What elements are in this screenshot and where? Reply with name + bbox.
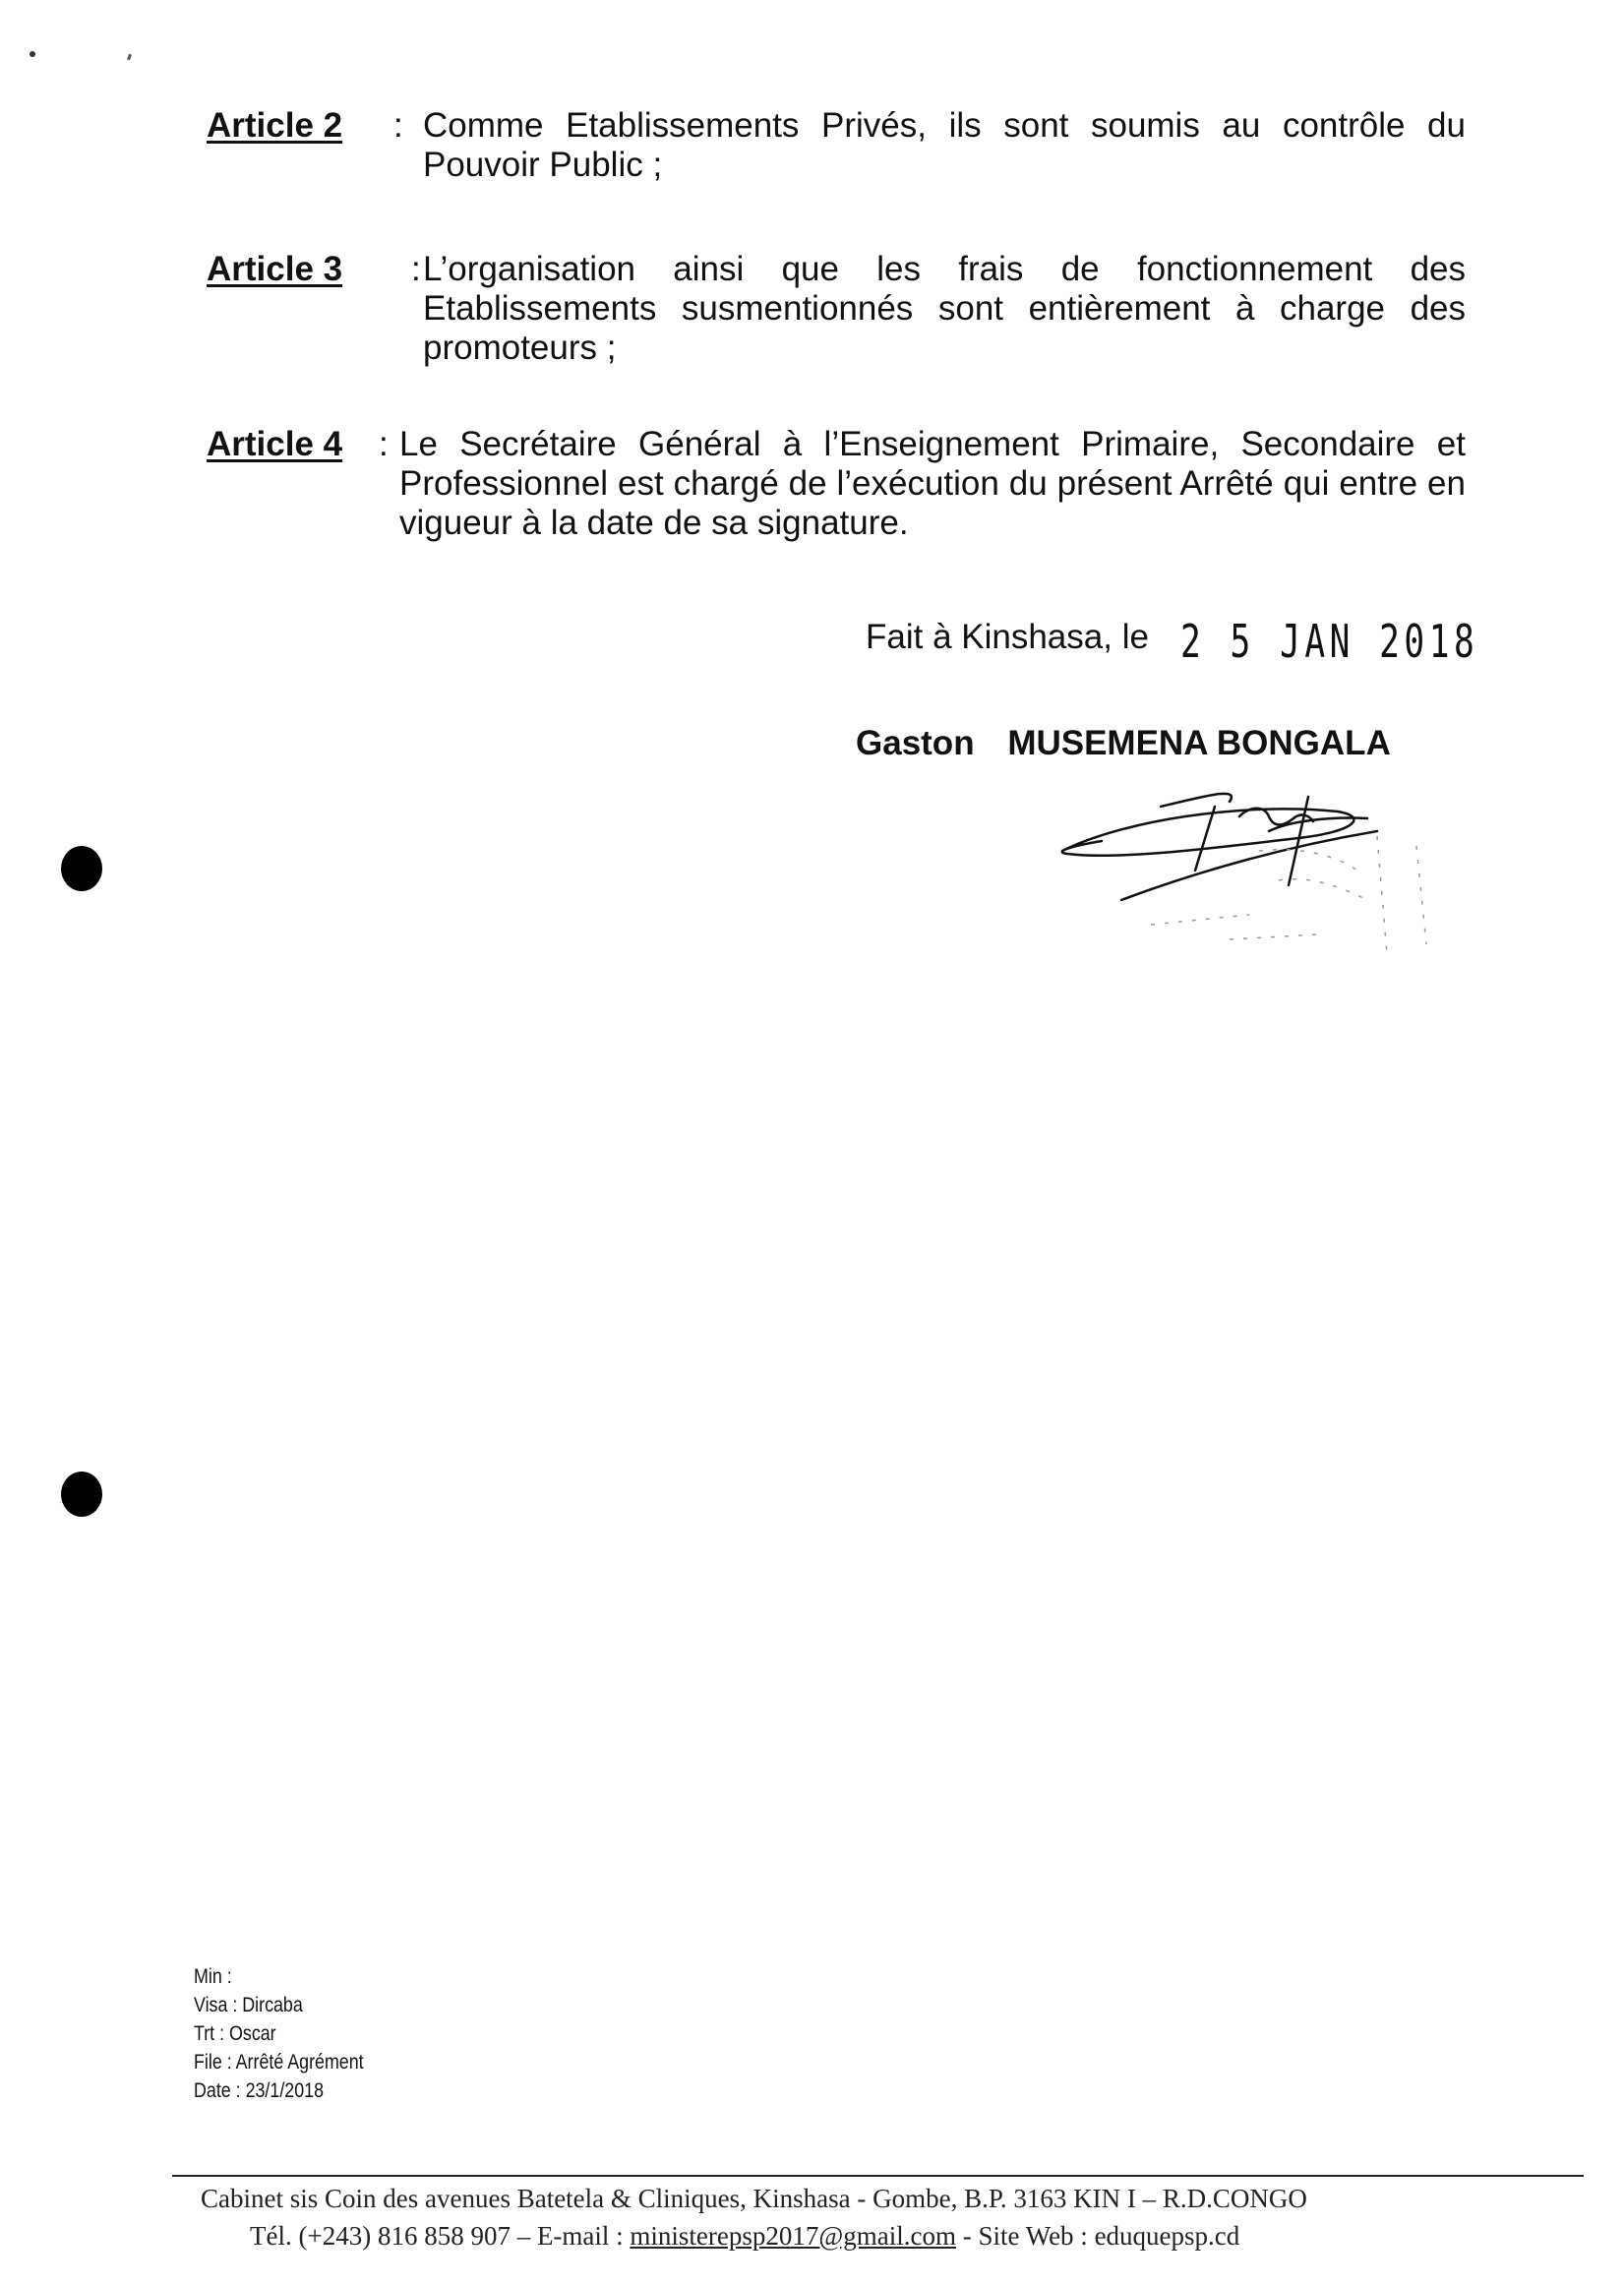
article-label: Article 4	[207, 425, 343, 463]
date-stamp: 2 5 JAN 2018	[1180, 615, 1479, 668]
article-4	[207, 425, 1466, 553]
footer-website[interactable]: - Site Web : eduquepsp.cd	[962, 2221, 1240, 2251]
signatory-last-name: MUSEMENA BONGALA	[1007, 724, 1391, 762]
article-2	[207, 106, 1466, 195]
binder-hole-top	[61, 846, 102, 891]
binder-hole-bottom	[61, 1472, 102, 1517]
footer-phone: Tél. (+243) 816 858 907 – E-mail :	[250, 2221, 624, 2251]
scan-speck	[30, 51, 35, 57]
article-colon: :	[379, 425, 389, 463]
footer-address: Cabinet sis Coin des avenues Batetela & Cliniques, Kinshasa - Gombe, B.P. 3163 KIN I – R.D.CONGO	[201, 2184, 1307, 2213]
article-3	[207, 250, 1466, 378]
signatory-name	[856, 724, 1391, 763]
article-colon: :	[393, 106, 403, 145]
footer-contact	[250, 2221, 1239, 2252]
meta-visa: Visa : Dircaba	[194, 1994, 303, 2016]
signatory-first-name: Gaston	[856, 724, 975, 762]
article-label: Article 2	[207, 106, 343, 145]
scan-speck	[127, 54, 132, 61]
signing-place	[866, 618, 1149, 657]
meta-min: Min :	[194, 1965, 232, 1988]
file-metadata	[194, 1962, 364, 2105]
handwritten-signature	[1043, 777, 1456, 974]
footer-email[interactable]: ministerepsp2017@gmail.com	[630, 2221, 956, 2251]
article-text: L’organisation ainsi que les frais de fonctionnement des Etablissements susmentionnés sont entièrement à charge des promoteurs ;	[423, 250, 1466, 367]
signing-place-text: Fait à Kinshasa, le	[866, 618, 1149, 656]
meta-file: File : Arrêté Agrément	[194, 2051, 364, 2074]
article-colon: :	[411, 250, 421, 288]
article-text: Le Secrétaire Général à l’Enseignement Primaire, Secondaire et Professionnel est chargé de l’exécution du présent Arrêté qui entre en vigueur à la date de sa signature.	[399, 425, 1466, 542]
meta-date: Date : 23/1/2018	[194, 2079, 325, 2102]
article-text: Comme Etablissements Privés, ils sont soumis au contrôle du Pouvoir Public ;	[423, 106, 1466, 184]
meta-trt: Trt : Oscar	[194, 2022, 276, 2045]
footer-divider	[172, 2175, 1584, 2177]
article-label: Article 3	[207, 250, 343, 288]
